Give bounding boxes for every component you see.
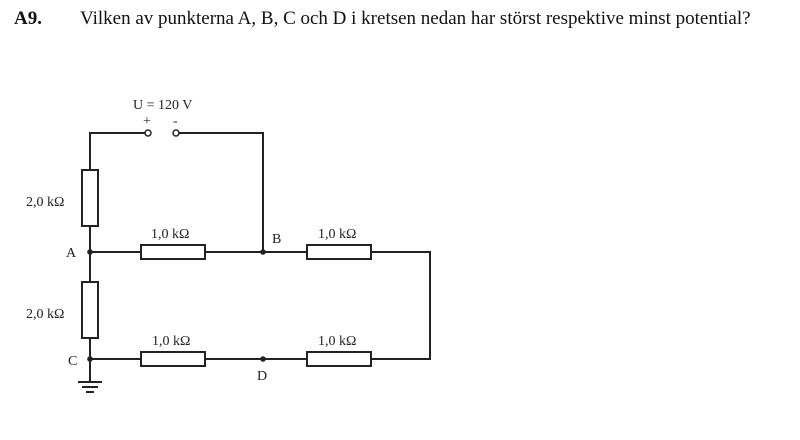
node-c-dot: [87, 356, 93, 362]
ground-icon: [78, 382, 102, 392]
resistor-left-top-label: 2,0 kΩ: [26, 195, 65, 210]
plus-terminal-label: +: [143, 114, 151, 129]
wire-minus-to-b: [179, 133, 263, 252]
resistor-a-b-label: 1,0 kΩ: [151, 227, 190, 242]
minus-terminal-label: -: [173, 114, 178, 129]
source-voltage-label: U = 120 V: [133, 98, 193, 113]
resistor-d-right-label: 1,0 kΩ: [318, 334, 357, 349]
resistor-c-d-label: 1,0 kΩ: [152, 334, 191, 349]
node-b-dot: [260, 249, 266, 255]
node-a-dot: [87, 249, 93, 255]
node-d-dot: [260, 356, 266, 362]
resistor-d-right: [307, 352, 371, 366]
node-a-label: A: [66, 246, 77, 261]
resistor-b-right: [307, 245, 371, 259]
resistor-b-right-label: 1,0 kΩ: [318, 227, 357, 242]
wire-loop: [90, 252, 430, 359]
resistor-a-b: [141, 245, 205, 259]
question-number: A9.: [14, 8, 42, 29]
node-b-label: B: [272, 232, 282, 247]
resistor-left-top: [82, 170, 98, 226]
minus-terminal: [173, 130, 179, 136]
plus-terminal: [145, 130, 151, 136]
resistor-left-bottom-label: 2,0 kΩ: [26, 307, 65, 322]
node-d-label: D: [257, 369, 268, 384]
node-c-label: C: [68, 354, 78, 369]
resistor-c-d: [141, 352, 205, 366]
resistor-left-bottom: [82, 282, 98, 338]
question-text: Vilken av punkterna A, B, C och D i kretsen nedan har störst respektive minst potential?: [80, 8, 751, 29]
wire-plus-to-left: [90, 133, 145, 170]
